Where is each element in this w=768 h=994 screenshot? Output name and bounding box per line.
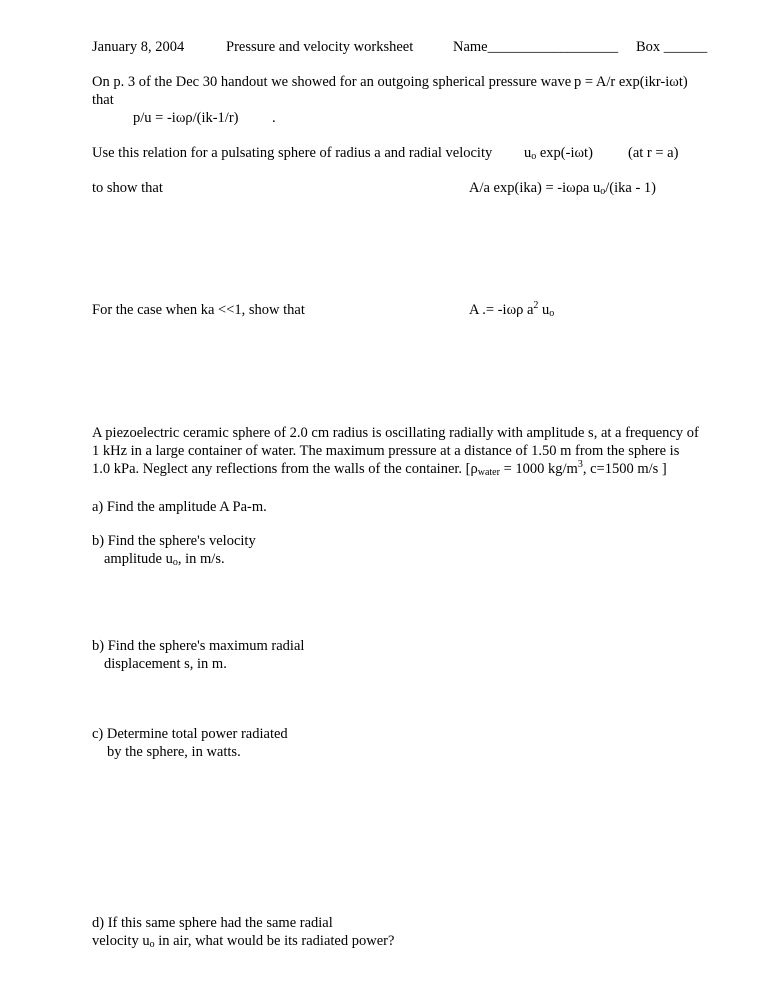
wave-equation: p = A/r exp(ikr-iωt)	[574, 74, 688, 90]
question-b1-line1: b) Find the sphere's velocity	[92, 533, 256, 549]
intro-that: that	[92, 92, 114, 108]
question-b2-line2: displacement s, in m.	[104, 656, 227, 672]
ratio-equation: p/u = -iωρ/(ik-1/r)	[133, 110, 239, 126]
question-b1-line2: amplitude $u_o$, in m/s.	[104, 551, 225, 568]
intro-line: On p. 3 of the Dec 30 handout we showed for an outgoing spherical pressure wave	[92, 74, 572, 90]
question-c-line1: c) Determine total power radiated	[92, 726, 288, 742]
show-that-text: to show that	[92, 180, 163, 196]
question-b2-line1: b) Find the sphere's maximum radial	[92, 638, 305, 654]
question-a: a) Find the amplitude A Pa-m.	[92, 499, 267, 515]
header-date: January 8, 2004	[92, 39, 185, 55]
question-c-line2: by the sphere, in watts.	[107, 744, 241, 760]
use-relation-text: Use this relation for a pulsating sphere of radius a and radial velocity	[92, 145, 493, 161]
ratio-dot: .	[272, 110, 276, 126]
question-d-line2: velocity $u_o$ in air, what would be its radiated power?	[92, 933, 395, 950]
at-r-equals-a: (at r = a)	[628, 145, 679, 161]
result-equation: A/a exp(ika) = -iωρa $u_o/(ika - 1)$	[469, 180, 656, 197]
name-field: Name__________________	[453, 39, 619, 55]
problem-line-2: 1 kHz in a large container of water. The maximum pressure at a distance of 1.50 m from the sphere is	[92, 443, 680, 459]
problem-line-1: A piezoelectric ceramic sphere of 2.0 cm radius is oscillating radially with amplitude s, at a frequency of	[92, 425, 699, 441]
box-field: Box ______	[636, 39, 708, 55]
ka-case-text: For the case when ka <<1, show that	[92, 302, 305, 318]
question-d-line1: d) If this same sphere had the same radial	[92, 915, 333, 931]
velocity-expression: $u_o$ exp(-iωt)	[524, 145, 593, 162]
header-title: Pressure and velocity worksheet	[226, 39, 414, 55]
problem-line-3: 1.0 kPa. Neglect any reflections from the walls of the container. [$\rho_{water} = 1000$ $kg/m^3$, c=1500 m/s ]	[92, 459, 667, 478]
approx-equation: A .= -iωρ $a^2$ $u_o$	[469, 300, 555, 319]
